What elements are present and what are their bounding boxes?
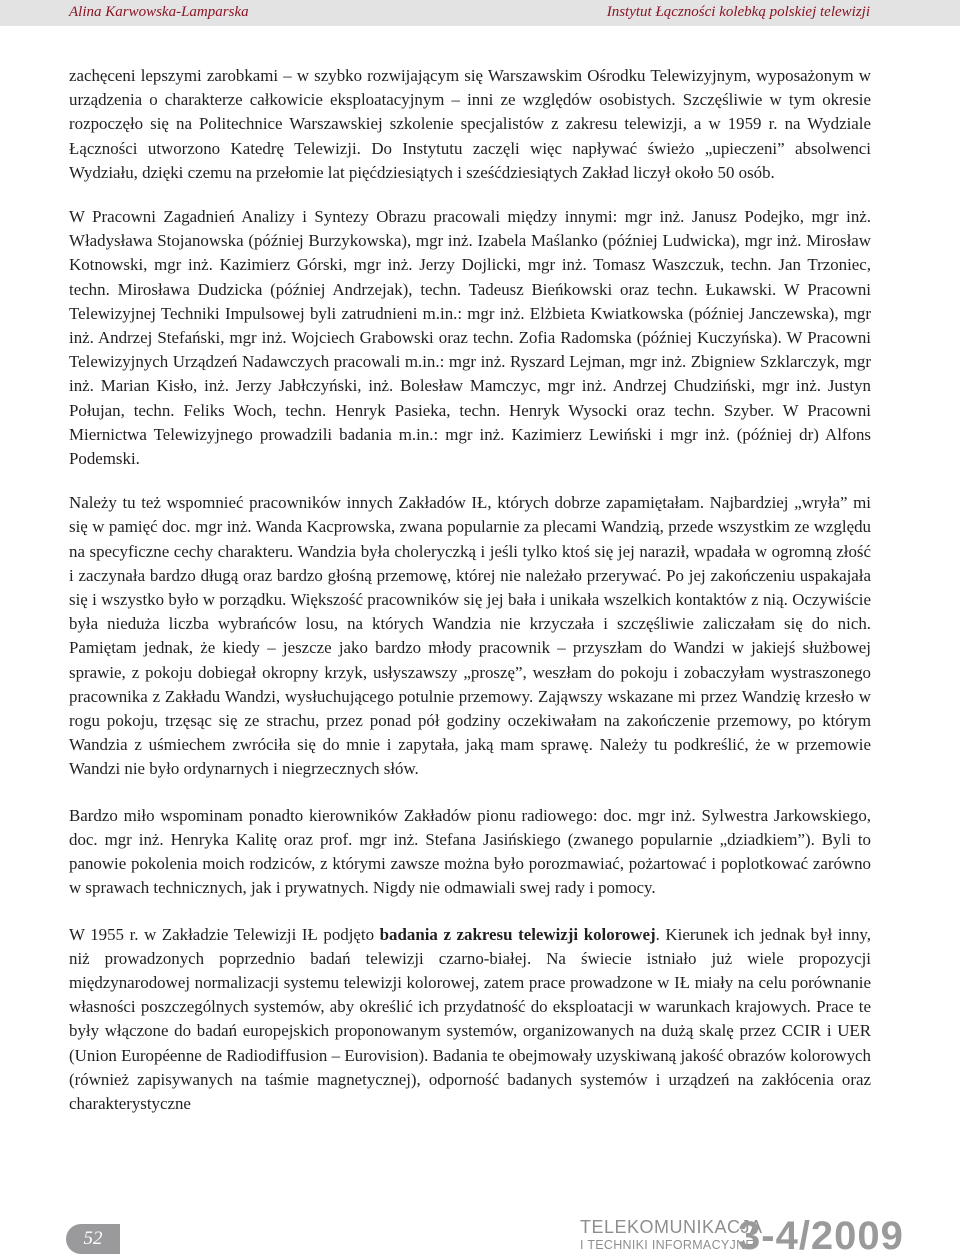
header-article-title: Instytut Łączności kolebką polskiej telewizji bbox=[606, 4, 870, 20]
journal-name bbox=[580, 1218, 763, 1254]
paragraph-2: W Pracowni Zagadnień Analizy i Syntezy Obrazu pracowali między innymi: mgr inż. Janusz Podejko, mgr inż. Władysława Stojanowska (później Burzykowska), mgr inż. Izabela Maślanko (później Ludwicka), mgr inż. Mirosław Kotnowski, mgr inż. Kazimierz Górski, mgr inż. Jerzy Dojlicki, mgr inż. Tomasz Waszczuk, techn. Jan Trzoniec, techn. Mirosława Dudzicka (później Andrzejak), techn. Tadeusz Bieńkowski oraz techn. Łukawski. W Pracowni Telewizyjnej Techniki Impulsowej byli zatrudnieni m.in.: mgr inż. Elżbieta Kwiatkowska (później Janczewska), mgr inż. Andrzej Stefański, mgr inż. Wojciech Grabowski oraz techn. Zofia Radomska (później Kuczyńska). W Pracowni Telewizyjnych Urządzeń Nadawczych pracowali m.in.: mgr inż. Ryszard Lejman, mgr inż. Zbigniew Szklarczyk, mgr inż. Marian Kisło, inż. Jerzy Jabłczyński, inż. Bolesław Mamczyc, mgr inż. Andrzej Chudziński, mgr inż. Justyn Połujan, techn. Feliks Woch, techn. Henryk Pasieka, techn. Henryk Wysocki oraz techn. Szyber. W Pracowni Miernictwa Telewizyjnego prowadzili badania m.in.: mgr inż. Kazimierz Lewiński i mgr inż. (później dr) Alfons Podemski. bbox=[69, 207, 871, 469]
header-author: Alina Karwowska-Lamparska bbox=[69, 4, 249, 20]
paragraph-5-rest: . Kierunek ich jednak był inny, niż prowadzonych poprzednio badań telewizji czarno-białej. Na świecie istniało już wiele propozycji międzynarodowej normalizacji systemu telewizji kolorowej, zatem prace prowadzone w IŁ miały na celu porównanie własności poszczególnych systemów, aby określić ich przydatność do eksploatacji w warunkach krajowych. Prace te były włączone do badań europejskich proponowanym systemów, organizowanych na dużą skalę przez CCIR i UER (Union Européenne de Radiodiffusion – Eurovision). Badania te obejmowały uzyskiwaną jakość obrazów kolorowych (również zapisywanych na taśmie magnetycznej), odporność badanych systemów i urządzeń na zakłócenia oraz charakterystyczne bbox=[69, 924, 871, 1113]
journal-name-line-1: TELEKOMUNIKACJA bbox=[580, 1217, 763, 1237]
page-number: 52 bbox=[66, 1224, 120, 1254]
page-footer bbox=[0, 1208, 960, 1256]
paragraph-5-emphasis: badania z zakresu telewizji kolorowej bbox=[379, 924, 656, 944]
paragraph-3: Należy tu też wspomnieć pracowników innych Zakładów IŁ, których dobrze zapamiętałam. Najbardziej „wryła” mi się w pamięć doc. mgr inż. Wanda Kacprowska, zwana popularnie za plecami Wandzią, przede wszystkim ze względu na specyficzne cechy charakteru. Wandzia była choleryczką i jeśli tylko ktoś się jej naraził, wpadała w ogromną złość i zaczynała bardzo długą oraz bardzo głośną przemowę, której nie należało przerywać. Po jej zakończeniu uspakajała się i wszystko było w porządku. Większość pracowników się jej bała i unikała wszelkich kontaktów z nią. Oczywiście była nieduża liczba wybrańców losu, na których Wandzia nie krzyczała i szczęśliwie zaliczałam się do nich. Pamiętam jednak, że kiedy – jeszcze jako bardzo młody pracownik – przyszłam do Wandzi w jakiejś służbowej sprawie, z pokoju dobiegał okropny krzyk, usłyszawszy „proszę”, weszłam do pokoju i zobaczyłam wystraszonego pracownika z Zakładu Wandzi, wysłuchującego potulnie przemowy. Zająwszy wskazane mi przez Wandzię krzesło w rogu pokoju, trzęsąc się ze strachu, przez ponad pół godziny oczekiwałam na zakończenie przemowy, po którym Wandzia z uśmiechem zwróciła się do mnie i zapytała, jaką mam sprawę. Należy tu podkreślić, że w przemowie Wandzi nie było ordynarnych i niegrzecznych słów. bbox=[69, 493, 871, 779]
running-header bbox=[0, 0, 960, 26]
paragraph-1: zachęceni lepszymi zarobkami – w szybko rozwijającym się Warszawskim Ośrodku Telewizyjnym, wyposażonym w urządzenia o charakterze całkowicie eksploatacyjnym – inni ze względów osobistych. Szczęśliwie w tym okresie rozpoczęło się na Politechnice Warszawskiej szkolenie specjalistów z zakresu telewizji, a w 1959 r. na Wydziale Łączności utworzono Katedrę Telewizji. Do Instytutu zaczęli więc napływać świeżo „upieczeni” absolwenci Wydziału, dzięki czemu na przełomie lat pięćdziesiątych i sześćdziesiątych Zakład liczył około 50 osób. bbox=[69, 66, 871, 182]
journal-name-line-2: I TECHNIKI INFORMACYJNE bbox=[580, 1238, 755, 1252]
paragraph-5-start: W 1955 r. w Zakładzie Telewizji IŁ podjęto bbox=[69, 924, 380, 944]
paragraph-5 bbox=[69, 923, 871, 1117]
article-body bbox=[69, 64, 871, 1138]
issue-number: 3-4/2009 bbox=[738, 1214, 904, 1258]
paragraph-4: Bardzo miło wspominam ponadto kierowników Zakładów pionu radiowego: doc. mgr inż. Sylwestra Jarkowskiego, doc. mgr inż. Henryka Kalitę oraz prof. mgr inż. Stefana Jasińskiego (zwanego popularnie „dziadkiem”). Byli to panowie pokolenia moich rodziców, z którymi zawsze można było porozmawiać, pożartować i poplotkować zarówno w sprawach technicznych, jak i prywatnych. Nigdy nie odmawiali swej rady i pomocy. bbox=[69, 805, 871, 898]
